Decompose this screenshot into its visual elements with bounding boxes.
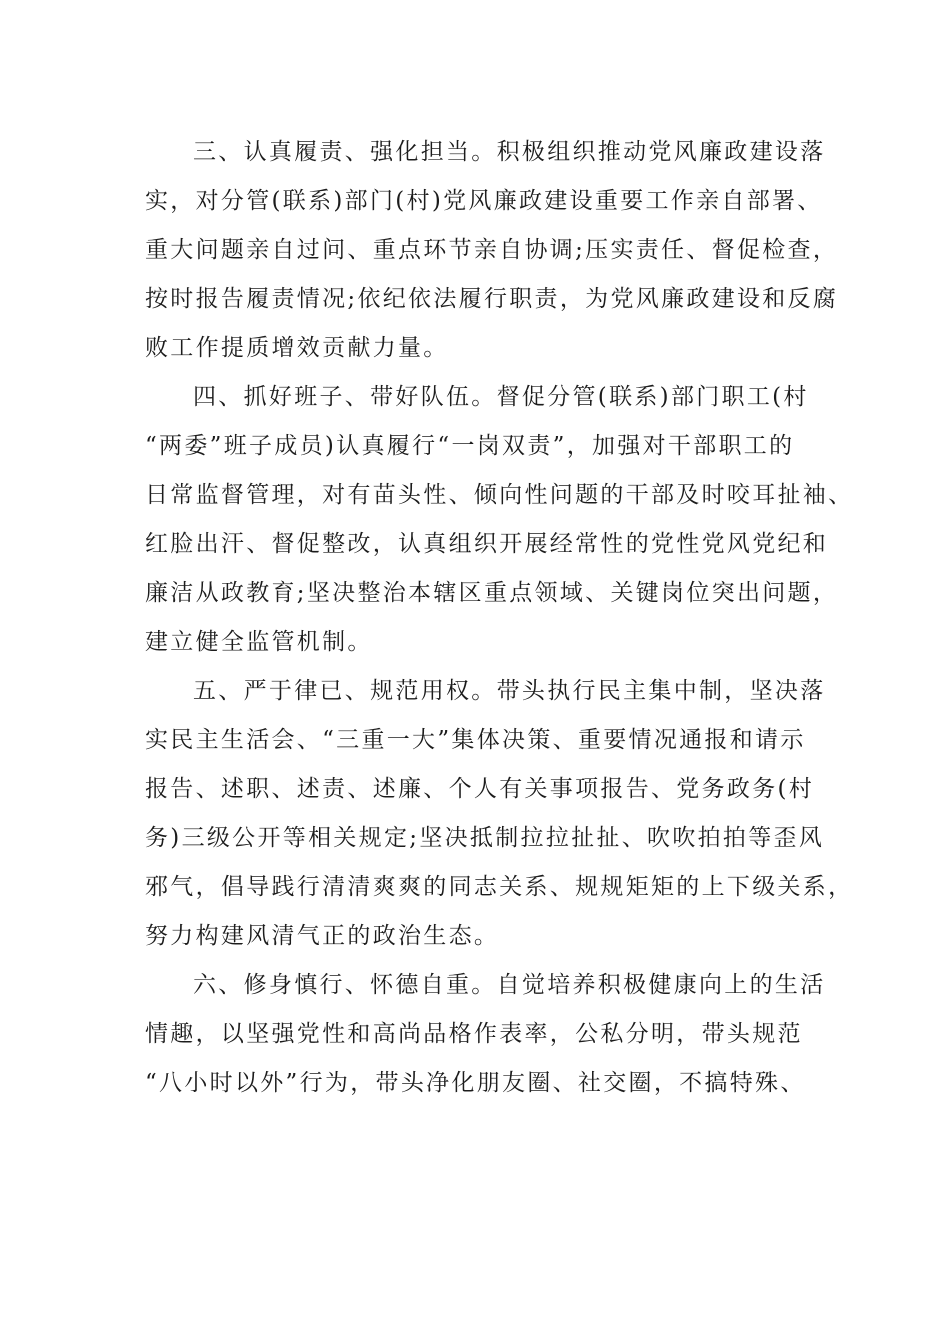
text-line: 按时报告履责情况;依纪依法履行职责，为党风廉政建设和反腐 (145, 286, 839, 312)
document-body (145, 128, 854, 1108)
text-line: 情趣，以坚强党性和高尚品格作表率，公私分明，带头规范 (145, 1021, 803, 1047)
text-line: 日常监督管理，对有苗头性、倾向性问题的干部及时咬耳扯袖、 (145, 482, 854, 508)
text-line: 六、修身慎行、怀德自重。自觉培养积极健康向上的生活 (193, 972, 826, 998)
text-line: 红脸出汗、督促整改，认真组织开展经常性的党性党风党纪和 (145, 531, 829, 557)
text-line: 四、抓好班子、带好队伍。督促分管(联系)部门职工(村 (193, 384, 809, 410)
text-line: “两委”班子成员)认真履行“一岗双责”，加强对干部职工的 (145, 433, 795, 459)
text-line: 三、认真履责、强化担当。积极组织推动党风廉政建设落 (193, 139, 826, 165)
text-line: 五、严于律已、规范用权。带头执行民主集中制，坚决落 (193, 678, 826, 704)
paragraph-4-team (145, 373, 854, 667)
paragraph-5-self-discipline (145, 667, 854, 961)
text-line: 廉洁从政教育;坚决整治本辖区重点领域、关键岗位突出问题， (145, 580, 839, 606)
text-line: 努力构建风清气正的政治生态。 (145, 923, 500, 949)
paragraph-3-duty (145, 128, 839, 373)
text-line: 实，对分管(联系)部门(村)党风廉政建设重要工作亲自部署、 (145, 188, 823, 214)
text-line: 报告、述职、述责、述廉、个人有关事项报告、党务政务(村 (145, 776, 815, 802)
text-line: 建立健全监管机制。 (145, 629, 373, 655)
text-line: 实民主生活会、“三重一大”集体决策、重要情况通报和请示 (145, 727, 806, 753)
paragraph-6-conduct (145, 961, 825, 1108)
text-line: 败工作提质增效贡献力量。 (145, 335, 449, 361)
text-line: 邪气，倡导践行清清爽爽的同志关系、规规矩矩的上下级关系， (145, 874, 854, 900)
text-line: “八小时以外”行为，带头净化朋友圈、社交圈，不搞特殊、 (145, 1070, 806, 1096)
text-line: 务)三级公开等相关规定;坚决抵制拉拉扯扯、吹吹拍拍等歪风 (145, 825, 825, 851)
text-line: 重大问题亲自过问、重点环节亲自协调;压实责任、督促检查， (145, 237, 839, 263)
